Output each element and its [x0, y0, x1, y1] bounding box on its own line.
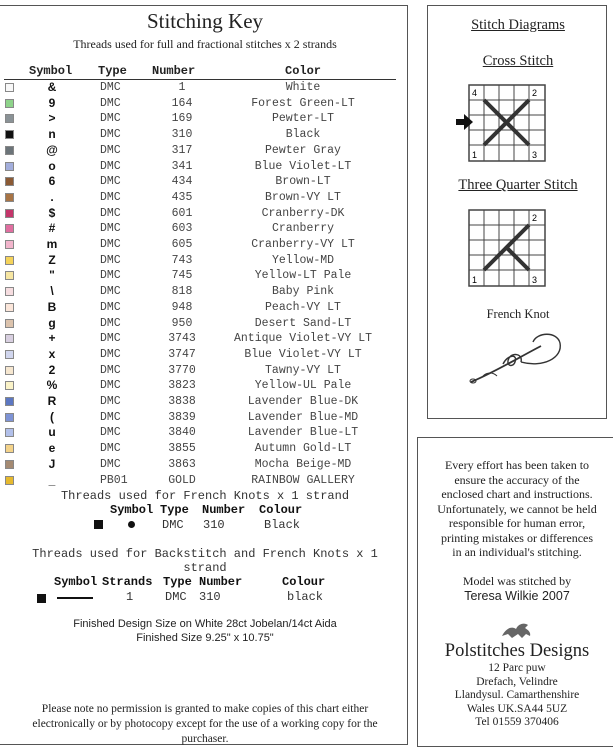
thread-number: 310 — [171, 128, 193, 142]
thread-row — [0, 190, 410, 205]
thread-row — [0, 457, 410, 472]
thread-symbol: > — [48, 111, 56, 126]
thread-colour: Blue Violet-LT — [254, 159, 352, 173]
thread-symbol: . — [50, 189, 54, 204]
bs-header-colour: Colour — [282, 575, 326, 589]
thread-type: DMC — [100, 395, 121, 408]
thread-row — [0, 111, 410, 126]
thread-colour: Tawny-VY LT — [265, 363, 341, 377]
colour-swatch — [5, 460, 14, 469]
cross-stitch-label: Cross Stitch — [482, 53, 554, 69]
model-line: Model was stitched by — [462, 574, 572, 588]
thread-row — [0, 284, 410, 299]
thread-symbol: + — [48, 331, 56, 346]
bs-header-symbol: Symbol — [54, 575, 98, 589]
disclaimer-line: Unfortunately, we cannot be held — [437, 501, 597, 516]
thread-number: GOLD — [168, 473, 196, 487]
disclaimer-line: in an individual's stitching. — [452, 545, 582, 559]
stitcher-name: Teresa Wilkie 2007 — [464, 589, 570, 603]
thread-row — [0, 425, 410, 440]
diagrams-title: Stitch Diagrams — [471, 17, 565, 33]
thread-type: DMC — [100, 222, 121, 236]
address-line: 12 Parc puw — [488, 662, 546, 674]
thread-colour: Brown-LT — [275, 175, 331, 189]
backstitch-heading-line1: Threads used for Backstitch and French Knots x 1 — [32, 547, 378, 561]
colour-swatch — [5, 209, 14, 218]
thread-symbol: x — [48, 346, 56, 361]
thread-row — [0, 253, 410, 268]
thread-symbol: % — [46, 378, 58, 393]
thread-colour: Yellow-LT Pale — [254, 269, 352, 283]
thread-number: 434 — [171, 175, 193, 189]
thread-colour: Yellow-MD — [271, 253, 335, 267]
thread-number: 605 — [171, 238, 193, 251]
thread-colour: RAINBOW GALLERY — [251, 473, 355, 487]
header-symbol: Symbol — [29, 64, 73, 78]
thread-number: 435 — [171, 190, 193, 204]
thread-symbol: 6 — [48, 174, 56, 189]
colour-swatch — [5, 413, 14, 422]
company-name: Polstitches Designs — [444, 641, 590, 661]
thread-row — [0, 331, 410, 346]
bs-header-type: Type — [163, 575, 192, 589]
thread-row — [0, 143, 410, 158]
thread-colour: Forest Green-LT — [251, 96, 355, 110]
thread-symbol: e — [48, 441, 56, 456]
colour-swatch — [5, 366, 14, 375]
disclaimer-line: Every effort has been taken to — [444, 458, 590, 472]
thread-number: 3855 — [168, 442, 196, 456]
thread-symbol: Z — [48, 252, 56, 267]
thread-row — [0, 96, 410, 111]
thread-type: DMC — [100, 81, 121, 94]
backstitch-heading-line2: strand — [183, 561, 227, 575]
thread-row — [0, 441, 410, 456]
three-quarter-diagram — [468, 209, 546, 287]
colour-swatch — [5, 146, 14, 155]
colour-swatch — [5, 130, 14, 139]
colour-swatch — [5, 162, 14, 171]
thread-colour: Blue Violet-VY LT — [244, 347, 362, 361]
welsh-dragon-logo-icon — [500, 620, 534, 640]
disclaimer-line: printing mistakes or differences — [440, 530, 594, 545]
colour-swatch — [5, 444, 14, 453]
thread-symbol: 2 — [48, 362, 56, 377]
thread-row — [0, 410, 410, 425]
thread-colour: Yellow-UL Pale — [254, 379, 352, 393]
stitch-diagrams-panel — [427, 5, 607, 419]
colour-swatch — [5, 381, 14, 390]
cross-corner-3: 3 — [532, 150, 538, 160]
thread-symbol: u — [48, 425, 56, 440]
french-knot-symbol-icon — [128, 521, 135, 528]
thread-row — [0, 237, 410, 252]
thread-symbol: " — [49, 268, 55, 283]
thread-number: 1 — [178, 81, 186, 94]
tq-corner-3: 3 — [532, 275, 538, 285]
thread-number: 169 — [171, 112, 193, 126]
fk-header-symbol: Symbol — [110, 503, 154, 517]
key-subtitle: Threads used for full and fractional stitches x 2 strands — [73, 37, 337, 51]
colour-swatch — [5, 350, 14, 359]
thread-row — [0, 394, 410, 409]
thread-type: DMC — [100, 285, 121, 299]
address-line: Wales UK.SA44 5UZ — [466, 702, 568, 715]
thread-colour: Pewter Gray — [265, 143, 341, 157]
thread-symbol: & — [47, 80, 57, 94]
thread-row — [0, 174, 410, 189]
colour-swatch — [5, 193, 14, 202]
header-colour: Color — [285, 64, 322, 78]
thread-colour: Cranberry — [271, 222, 335, 236]
thread-type: DMC — [100, 316, 121, 330]
thread-number: 3838 — [168, 395, 196, 408]
bs-header-strands: Strands — [102, 575, 153, 589]
thread-type: DMC — [100, 363, 121, 377]
thread-symbol: m — [46, 237, 58, 251]
thread-symbol: o — [48, 158, 56, 173]
fk-header-type: Type — [160, 503, 189, 517]
three-quarter-label: Three Quarter Stitch — [458, 177, 578, 193]
bs-header-number: Number — [199, 575, 243, 589]
thread-number: 948 — [171, 300, 193, 314]
thread-row — [0, 347, 410, 362]
thread-number: 745 — [171, 269, 193, 283]
colour-swatch — [5, 319, 14, 328]
address-line: Llandysul. Camarthenshire — [454, 689, 580, 701]
thread-row — [0, 316, 410, 331]
thread-colour: Pewter-LT — [271, 112, 335, 126]
tq-corner-2: 2 — [532, 213, 538, 223]
thread-row — [0, 206, 410, 221]
finished-size-line1: Finished Design Size on White 28ct Jobelan/14ct Aida — [73, 618, 337, 630]
colour-swatch — [5, 271, 14, 280]
colour-swatch — [5, 397, 14, 406]
disclaimer-line: responsible for human error, — [448, 516, 586, 530]
thread-colour: Peach-VY LT — [265, 300, 341, 314]
thread-number: 603 — [171, 222, 193, 236]
bs-colour: black — [287, 590, 324, 604]
tq-corner-1: 1 — [472, 275, 478, 285]
cross-corner-2: 2 — [532, 88, 538, 98]
disclaimer-line: ensure the accuracy of the — [454, 472, 580, 487]
thread-colour: White — [285, 81, 321, 94]
thread-colour: Baby Pink — [271, 285, 335, 299]
colour-swatch — [5, 428, 14, 437]
key-title: Stitching Key — [146, 9, 264, 33]
colour-swatch — [5, 83, 14, 92]
thread-row — [0, 221, 410, 236]
thread-type: DMC — [100, 300, 121, 314]
thread-type: DMC — [100, 379, 121, 393]
thread-colour: Cranberry-VY LT — [251, 238, 355, 251]
thread-number: 3839 — [168, 410, 196, 424]
colour-swatch — [5, 177, 14, 186]
thread-number: 743 — [171, 253, 193, 267]
copyright-line3: purchaser. — [181, 733, 229, 745]
thread-type: DMC — [100, 442, 121, 456]
thread-number: 317 — [171, 143, 193, 157]
bs-strands: 1 — [126, 590, 134, 604]
arrow-right-icon — [456, 114, 474, 130]
thread-number: 3863 — [168, 457, 196, 471]
thread-colour: Autumn Gold-LT — [254, 442, 352, 456]
thread-type: DMC — [100, 332, 121, 346]
cross-stitch-diagram — [468, 84, 546, 162]
address-line: Drefach, Velindre — [476, 675, 558, 688]
thread-number: 3840 — [168, 426, 196, 440]
thread-colour: Desert Sand-LT — [254, 316, 352, 330]
thread-colour: Cranberry-DK — [261, 206, 345, 220]
thread-colour: Mocha Beige-MD — [254, 457, 352, 471]
cross-corner-1: 1 — [472, 150, 478, 160]
disclaimer-line: enclosed chart and instructions. — [441, 487, 593, 501]
thread-row — [0, 363, 410, 378]
thread-type: DMC — [100, 112, 121, 126]
colour-swatch — [5, 303, 14, 312]
thread-symbol: J — [48, 456, 56, 471]
fk-type: DMC — [162, 518, 184, 532]
thread-number: 818 — [171, 285, 193, 299]
thread-type: DMC — [100, 175, 121, 189]
thread-type: DMC — [100, 410, 121, 424]
bs-type: DMC — [165, 590, 187, 604]
french-knot-label: French Knot — [486, 307, 550, 321]
thread-number: 164 — [171, 96, 193, 110]
thread-symbol: R — [47, 394, 57, 408]
colour-swatch — [5, 287, 14, 296]
thread-colour: Antique Violet-VY LT — [233, 332, 373, 346]
thread-symbol: B — [47, 299, 57, 314]
thread-symbol: $ — [48, 205, 56, 220]
thread-row — [0, 300, 410, 315]
thread-number: 3770 — [168, 363, 196, 377]
thread-row — [0, 159, 410, 174]
thread-row — [0, 473, 410, 488]
finished-size-line2: Finished Size 9.25" x 10.75" — [136, 632, 274, 644]
thread-type: PB01 — [100, 473, 128, 487]
fk-header-number: Number — [202, 503, 246, 517]
thread-number: 3747 — [168, 347, 196, 361]
bs-number: 310 — [199, 590, 221, 604]
thread-row — [0, 127, 410, 142]
colour-swatch — [5, 240, 14, 249]
colour-swatch — [5, 114, 14, 123]
thread-symbol: 9 — [48, 95, 56, 110]
thread-number: 341 — [171, 159, 193, 173]
fk-number: 310 — [203, 518, 225, 532]
thread-type: DMC — [100, 190, 121, 204]
copyright-line1: Please note no permission is granted to make copies of this chart either — [41, 703, 369, 715]
thread-row — [0, 80, 410, 95]
thread-row — [0, 268, 410, 283]
thread-type: DMC — [100, 159, 121, 173]
address-line: Tel 01559 370406 — [475, 716, 559, 728]
colour-swatch — [5, 224, 14, 233]
thread-type: DMC — [100, 426, 121, 440]
thread-type: DMC — [100, 347, 121, 361]
thread-type: DMC — [100, 143, 121, 157]
header-number: Number — [152, 64, 196, 78]
colour-swatch — [5, 99, 14, 108]
french-knot-swatch — [94, 520, 103, 529]
thread-type: DMC — [100, 206, 121, 220]
thread-number: 601 — [171, 206, 193, 220]
thread-colour: Lavender Blue-DK — [247, 395, 359, 408]
thread-row — [0, 378, 410, 393]
french-knot-needle-diagram — [463, 328, 573, 388]
thread-type: DMC — [100, 238, 121, 251]
thread-colour: Brown-VY LT — [265, 190, 341, 204]
backstitch-swatch — [37, 594, 46, 603]
thread-symbol: \ — [50, 284, 54, 299]
colour-swatch — [5, 476, 14, 485]
thread-colour: Lavender Blue-MD — [247, 410, 359, 424]
thread-number: 950 — [171, 316, 193, 330]
thread-symbol: _ — [48, 472, 56, 487]
cross-corner-4: 4 — [472, 88, 478, 98]
header-type: Type — [98, 64, 127, 78]
thread-number: 3743 — [168, 332, 196, 346]
thread-symbol: @ — [46, 142, 58, 157]
thread-symbol: ( — [50, 409, 54, 424]
thread-type: DMC — [100, 96, 121, 110]
thread-colour: Lavender Blue-LT — [247, 426, 359, 440]
thread-table-header — [0, 64, 410, 78]
backstitch-line-icon — [57, 597, 93, 599]
thread-symbol: n — [48, 127, 56, 142]
fk-colour: Black — [264, 518, 301, 532]
thread-number: 3823 — [168, 379, 196, 393]
fk-header-colour: Colour — [259, 503, 303, 517]
colour-swatch — [5, 256, 14, 265]
thread-symbol: # — [48, 221, 56, 236]
thread-type: DMC — [100, 128, 121, 142]
thread-type: DMC — [100, 253, 121, 267]
thread-colour: Black — [285, 128, 321, 142]
thread-type: DMC — [100, 269, 121, 283]
copyright-line2: electronically or by photocopy except for the use of a working copy for the — [32, 718, 378, 730]
french-knots-heading: Threads used for French Knots x 1 strand — [60, 489, 350, 503]
colour-swatch — [5, 334, 14, 343]
thread-symbol: g — [48, 315, 56, 330]
thread-type: DMC — [100, 457, 121, 471]
